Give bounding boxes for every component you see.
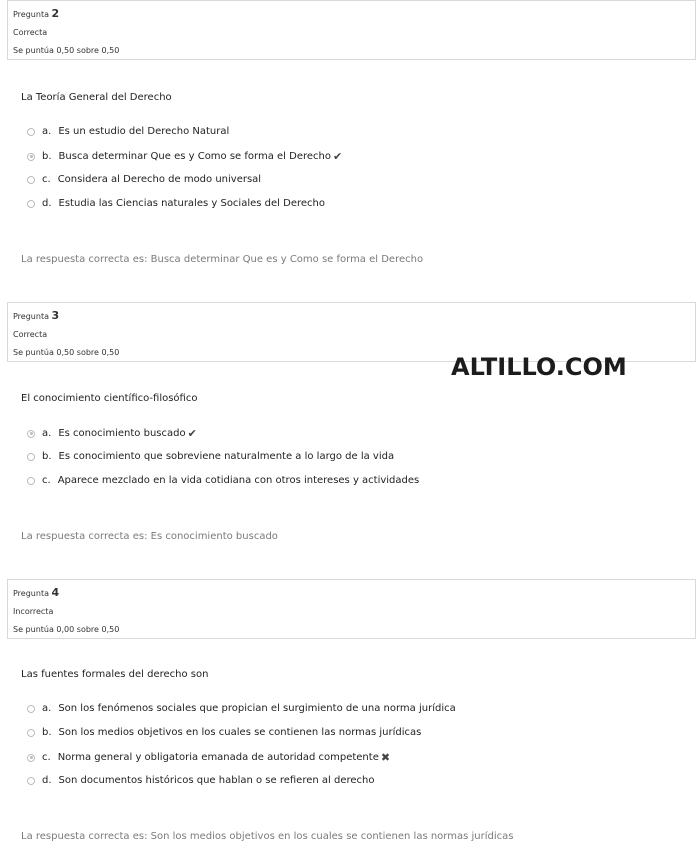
question-number-line	[13, 586, 59, 599]
question-label: Pregunta	[13, 10, 49, 19]
answer-option-a[interactable]	[27, 427, 197, 440]
question-number: 4	[51, 586, 60, 599]
correct-check-icon: ✔	[187, 427, 197, 440]
answer-letter: c.	[42, 475, 51, 486]
question-grade: Se puntúa 0,50 sobre 0,50	[13, 46, 120, 55]
answer-option-b[interactable]	[27, 150, 342, 163]
correct-check-icon: ✔	[332, 150, 343, 163]
radio-button[interactable]	[27, 777, 35, 785]
radio-button[interactable]	[27, 453, 35, 461]
question-state: Correcta	[13, 330, 48, 339]
answer-option-c[interactable]	[27, 751, 390, 764]
question-label: Pregunta	[13, 589, 49, 598]
answer-letter: a.	[42, 703, 52, 714]
right-answer-feedback: La respuesta correcta es: Busca determinar Que es y Como se forma el Derecho	[21, 254, 424, 265]
answer-text: Norma general y obligatoria emanada de autoridad competente	[57, 752, 379, 763]
answer-letter: d.	[42, 775, 52, 786]
answer-letter: a.	[42, 126, 52, 137]
answer-option-b[interactable]	[27, 727, 421, 738]
answer-text: Busca determinar Que es y Como se forma el Derecho	[58, 151, 331, 162]
answer-option-a[interactable]	[27, 126, 229, 137]
question-label: Pregunta	[13, 312, 49, 321]
answer-text: Estudia las Ciencias naturales y Sociales del Derecho	[58, 198, 325, 209]
answer-text: Son los fenómenos sociales que propician el surgimiento de una norma jurídica	[58, 703, 456, 714]
answer-option-a[interactable]	[27, 703, 456, 714]
answer-text: Es un estudio del Derecho Natural	[58, 126, 230, 137]
radio-button[interactable]	[27, 176, 35, 184]
watermark: ALTILLO.COM	[451, 353, 627, 381]
question-text: La Teoría General del Derecho	[21, 92, 172, 103]
answer-text: Son documentos históricos que hablan o se refieren al derecho	[58, 775, 375, 786]
answer-letter: c.	[42, 752, 51, 763]
radio-button[interactable]	[27, 729, 35, 737]
question-grade: Se puntúa 0,50 sobre 0,50	[13, 348, 120, 357]
answer-letter: a.	[42, 428, 52, 439]
question-number: 3	[51, 309, 60, 322]
answer-text: Es conocimiento buscado	[58, 428, 186, 439]
question-state: Incorrecta	[13, 607, 54, 616]
answer-option-b[interactable]	[27, 451, 394, 462]
answer-option-c[interactable]	[27, 174, 261, 185]
incorrect-cross-icon: ✖	[380, 751, 391, 764]
answer-letter: b.	[42, 451, 52, 462]
answer-letter: b.	[42, 151, 52, 162]
answer-letter: b.	[42, 727, 52, 738]
question-info-box	[7, 0, 696, 60]
question-text: Las fuentes formales del derecho son	[21, 669, 209, 680]
radio-button[interactable]	[27, 477, 35, 485]
answer-text: Es conocimiento que sobreviene naturalmente a lo largo de la vida	[58, 451, 395, 462]
answer-text: Considera al Derecho de modo universal	[57, 174, 262, 185]
right-answer-feedback: La respuesta correcta es: Son los medios objetivos en los cuales se contienen las normas jurídicas	[21, 831, 514, 842]
question-text: El conocimiento científico-filosófico	[21, 393, 198, 404]
answer-text: Son los medios objetivos en los cuales se contienen las normas jurídicas	[58, 727, 422, 738]
radio-button[interactable]	[27, 200, 35, 208]
radio-button-selected[interactable]	[27, 430, 35, 438]
answer-option-c[interactable]	[27, 475, 419, 486]
answer-option-d[interactable]	[27, 198, 325, 209]
radio-button[interactable]	[27, 128, 35, 136]
answer-text: Aparece mezclado en la vida cotidiana con otros intereses y actividades	[57, 475, 420, 486]
answer-letter: d.	[42, 198, 52, 209]
question-grade: Se puntúa 0,00 sobre 0,50	[13, 625, 120, 634]
question-state: Correcta	[13, 28, 48, 37]
question-number-line	[13, 7, 59, 20]
radio-button-selected[interactable]	[27, 153, 35, 161]
radio-button-selected[interactable]	[27, 754, 35, 762]
right-answer-feedback: La respuesta correcta es: Es conocimiento buscado	[21, 531, 278, 542]
question-info-box	[7, 579, 696, 639]
question-number: 2	[51, 7, 60, 20]
radio-button[interactable]	[27, 705, 35, 713]
answer-option-d[interactable]	[27, 775, 374, 786]
question-number-line	[13, 309, 59, 322]
answer-letter: c.	[42, 174, 51, 185]
